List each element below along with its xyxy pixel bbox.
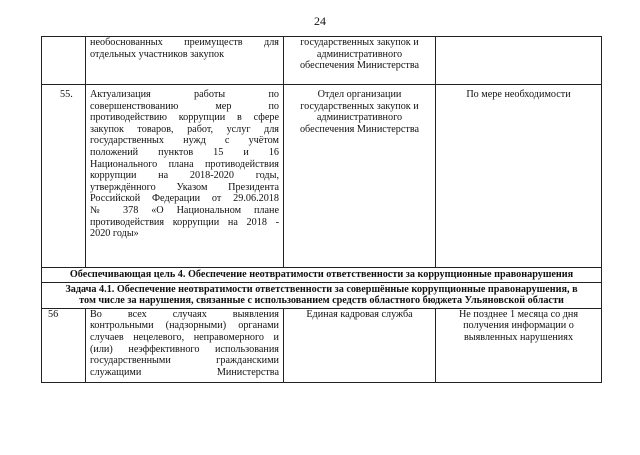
responsible-cell xyxy=(284,37,436,85)
action-line: Российской Федерации от 29.06.2018 xyxy=(90,193,279,205)
row-number: 56 xyxy=(42,308,86,382)
action-line: № 378 «О Национальном плане xyxy=(90,204,279,216)
goal-heading: Обеспечивающая цель 4. Обеспечение неотвратимости ответственности за коррупционные правонарушения xyxy=(42,268,602,283)
action-line: случаев нецелевого, неправомерного и xyxy=(90,331,279,343)
action-line: закупок товаров, работ, услуг для xyxy=(90,123,279,135)
responsible-line: обеспечения Министерства xyxy=(299,60,420,72)
task-row xyxy=(42,282,602,308)
action-cell xyxy=(86,85,284,268)
action-line: Актуализация работы по xyxy=(90,89,279,100)
measures-table xyxy=(41,36,602,383)
responsible-line: административного xyxy=(316,48,403,60)
term-line: Не позднее 1 месяца со дня xyxy=(458,308,579,320)
responsible-line: государственных закупок и xyxy=(300,100,419,112)
action-line: государственных нужд с учётом xyxy=(90,135,279,147)
table-row xyxy=(42,37,602,85)
task-heading xyxy=(42,282,602,308)
action-line: государственными гражданскими xyxy=(90,355,279,367)
action-line: отдельных участников закупок xyxy=(90,48,225,60)
action-line: необоснованных преимуществ для xyxy=(90,37,279,48)
term-line: выявленных нарушениях xyxy=(463,331,574,343)
action-line: противодействию коррупции в сфере xyxy=(90,112,279,124)
task-line: Задача 4.1. Обеспечение неотвратимости ответственности за совершённые коррупционные правонарушения, в xyxy=(65,283,578,295)
term-line: получения информации о xyxy=(463,320,574,332)
action-line: Национального плана противодействия xyxy=(90,158,279,170)
action-line: контрольными (надзорными) органами xyxy=(90,320,279,332)
action-line: противодействия коррупции на 2018 - xyxy=(90,216,279,228)
responsible-line: обеспечения Министерства xyxy=(299,123,420,135)
action-line: коррупции на 2018-2020 годы, xyxy=(90,170,279,182)
action-cell xyxy=(86,37,284,85)
table-row xyxy=(42,308,602,382)
action-line: (или) неэффективного использования xyxy=(90,343,279,355)
action-line: Во всех случаях выявления xyxy=(90,308,279,320)
term-cell xyxy=(436,308,602,382)
responsible-cell: Единая кадровая служба xyxy=(284,308,436,382)
action-line: совершенствованию мер по xyxy=(90,100,279,112)
term-cell xyxy=(436,37,602,85)
goal-row xyxy=(42,268,602,283)
table-row xyxy=(42,85,602,268)
task-line: том числе за нарушения, связанные с использованием средств областного бюджета Ульяновской области xyxy=(79,295,564,307)
responsible-line: административного xyxy=(316,112,403,124)
action-line: служащими Министерства xyxy=(90,366,279,378)
action-line: 2020 годы» xyxy=(90,228,139,240)
term-cell: По мере необходимости xyxy=(436,85,602,268)
action-line: положений пунктов 15 и 16 xyxy=(90,146,279,158)
row-number: 55. xyxy=(42,85,86,268)
row-number xyxy=(42,37,86,85)
action-line: утверждённого Указом Президента xyxy=(90,181,279,193)
action-cell xyxy=(86,308,284,382)
responsible-line: государственных закупок и xyxy=(300,37,419,48)
responsible-cell xyxy=(284,85,436,268)
page-number: 24 xyxy=(314,14,326,28)
responsible-line: Отдел организации xyxy=(317,89,402,100)
